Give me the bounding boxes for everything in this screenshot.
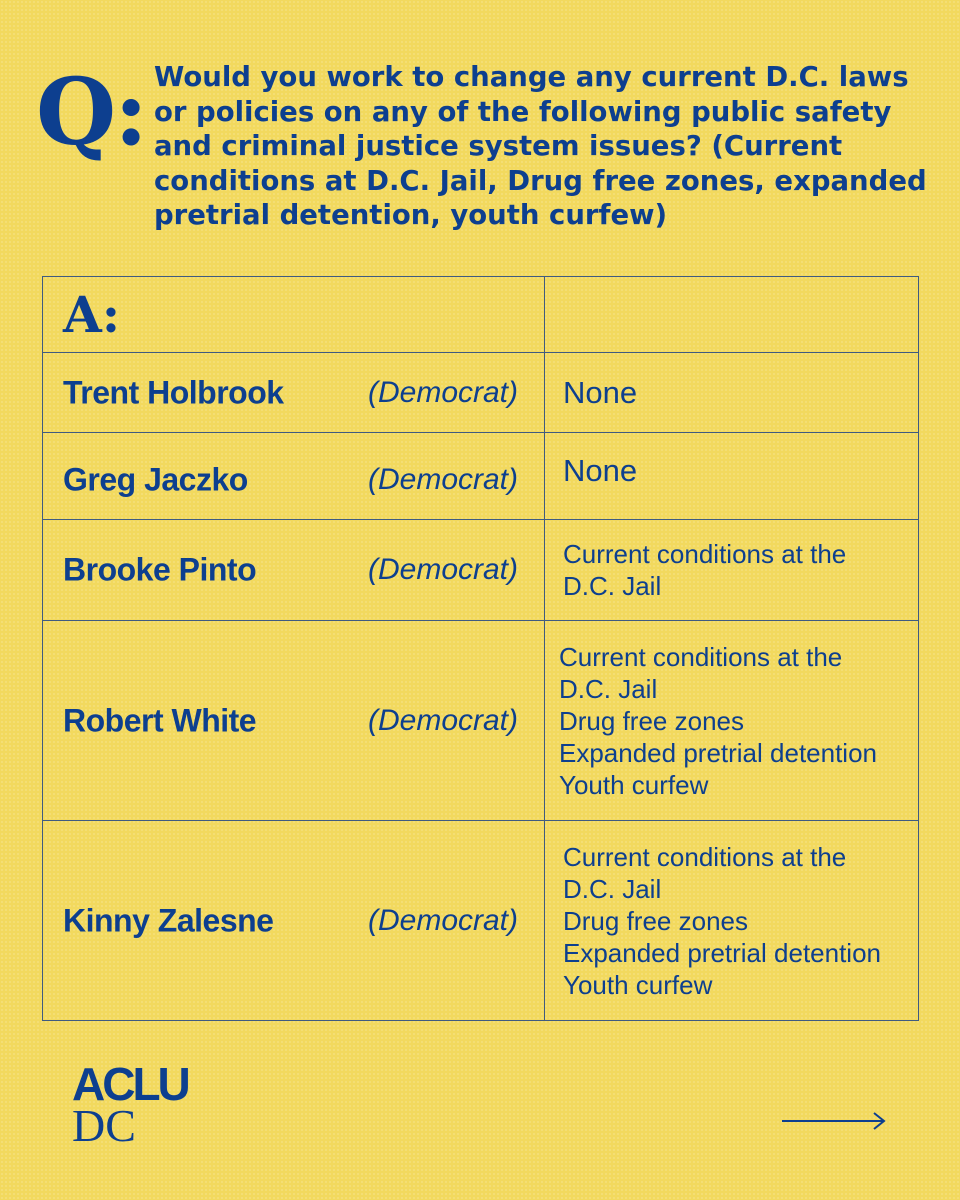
candidate-party: (Democrat) — [367, 375, 518, 409]
candidate-name-cell — [43, 353, 545, 433]
candidate-name-cell — [43, 821, 545, 1021]
response-line: Expanded pretrial detention — [563, 937, 882, 968]
candidate-name: Greg Jaczko — [63, 461, 248, 498]
response-line: None — [563, 453, 638, 488]
response-line: Current conditions at the — [563, 539, 847, 569]
candidate-response-cell — [545, 621, 919, 821]
candidate-row — [43, 621, 919, 821]
candidate-name: Kinny Zalesne — [63, 902, 274, 938]
question-mark-label: Q: — [36, 58, 147, 166]
candidate-response-cell — [545, 520, 919, 621]
candidate-name: Brooke Pinto — [63, 551, 257, 588]
response-line: Drug free zones — [563, 905, 748, 936]
candidate-party: (Democrat) — [367, 553, 518, 586]
response-line: Current conditions at the — [559, 641, 843, 672]
candidate-row — [43, 821, 919, 1021]
response-line: Drug free zones — [559, 705, 744, 736]
question-text: Would you work to change any current D.C. laws or policies on any of the following public safety and criminal justice system issues? (Current conditions at D.C. Jail, Drug free zones, expanded pretrial detention, youth curfew) — [154, 61, 927, 231]
answers-table — [42, 276, 919, 1021]
answer-header-empty-cell — [545, 277, 919, 353]
logo-dc-text: DC — [72, 1100, 136, 1151]
logo-aclu-text: ACLU — [72, 1058, 188, 1110]
answers-header-row — [43, 277, 919, 353]
candidate-party: (Democrat) — [367, 903, 518, 937]
candidate-party: (Democrat) — [367, 463, 518, 496]
arrow-right-icon-graphic — [780, 1108, 890, 1134]
candidate-name: Robert White — [63, 702, 257, 738]
candidate-name: Trent Holbrook — [63, 374, 284, 410]
response-line: Youth curfew — [559, 769, 709, 800]
answer-mark-label: A: — [63, 284, 121, 344]
candidate-response-cell — [545, 353, 919, 433]
response-line: D.C. Jail — [563, 873, 662, 904]
candidate-row — [43, 520, 919, 621]
response-line: Youth curfew — [563, 969, 713, 1000]
candidate-response-cell — [545, 821, 919, 1021]
arrow-right-icon[interactable] — [780, 1108, 890, 1139]
response-line: Current conditions at the — [563, 841, 847, 872]
candidate-name-cell — [43, 433, 545, 520]
candidate-name-cell — [43, 621, 545, 821]
candidate-row — [43, 353, 919, 433]
response-line: Expanded pretrial detention — [559, 737, 878, 768]
response-line: D.C. Jail — [563, 571, 662, 601]
candidate-response-cell — [545, 433, 919, 520]
response-line: D.C. Jail — [559, 673, 658, 704]
answer-mark-cell — [43, 277, 545, 353]
aclu-dc-logo — [72, 1058, 188, 1151]
response-line: None — [563, 374, 638, 410]
candidate-name-cell — [43, 520, 545, 621]
candidate-row — [43, 433, 919, 520]
candidate-party: (Democrat) — [367, 703, 518, 737]
